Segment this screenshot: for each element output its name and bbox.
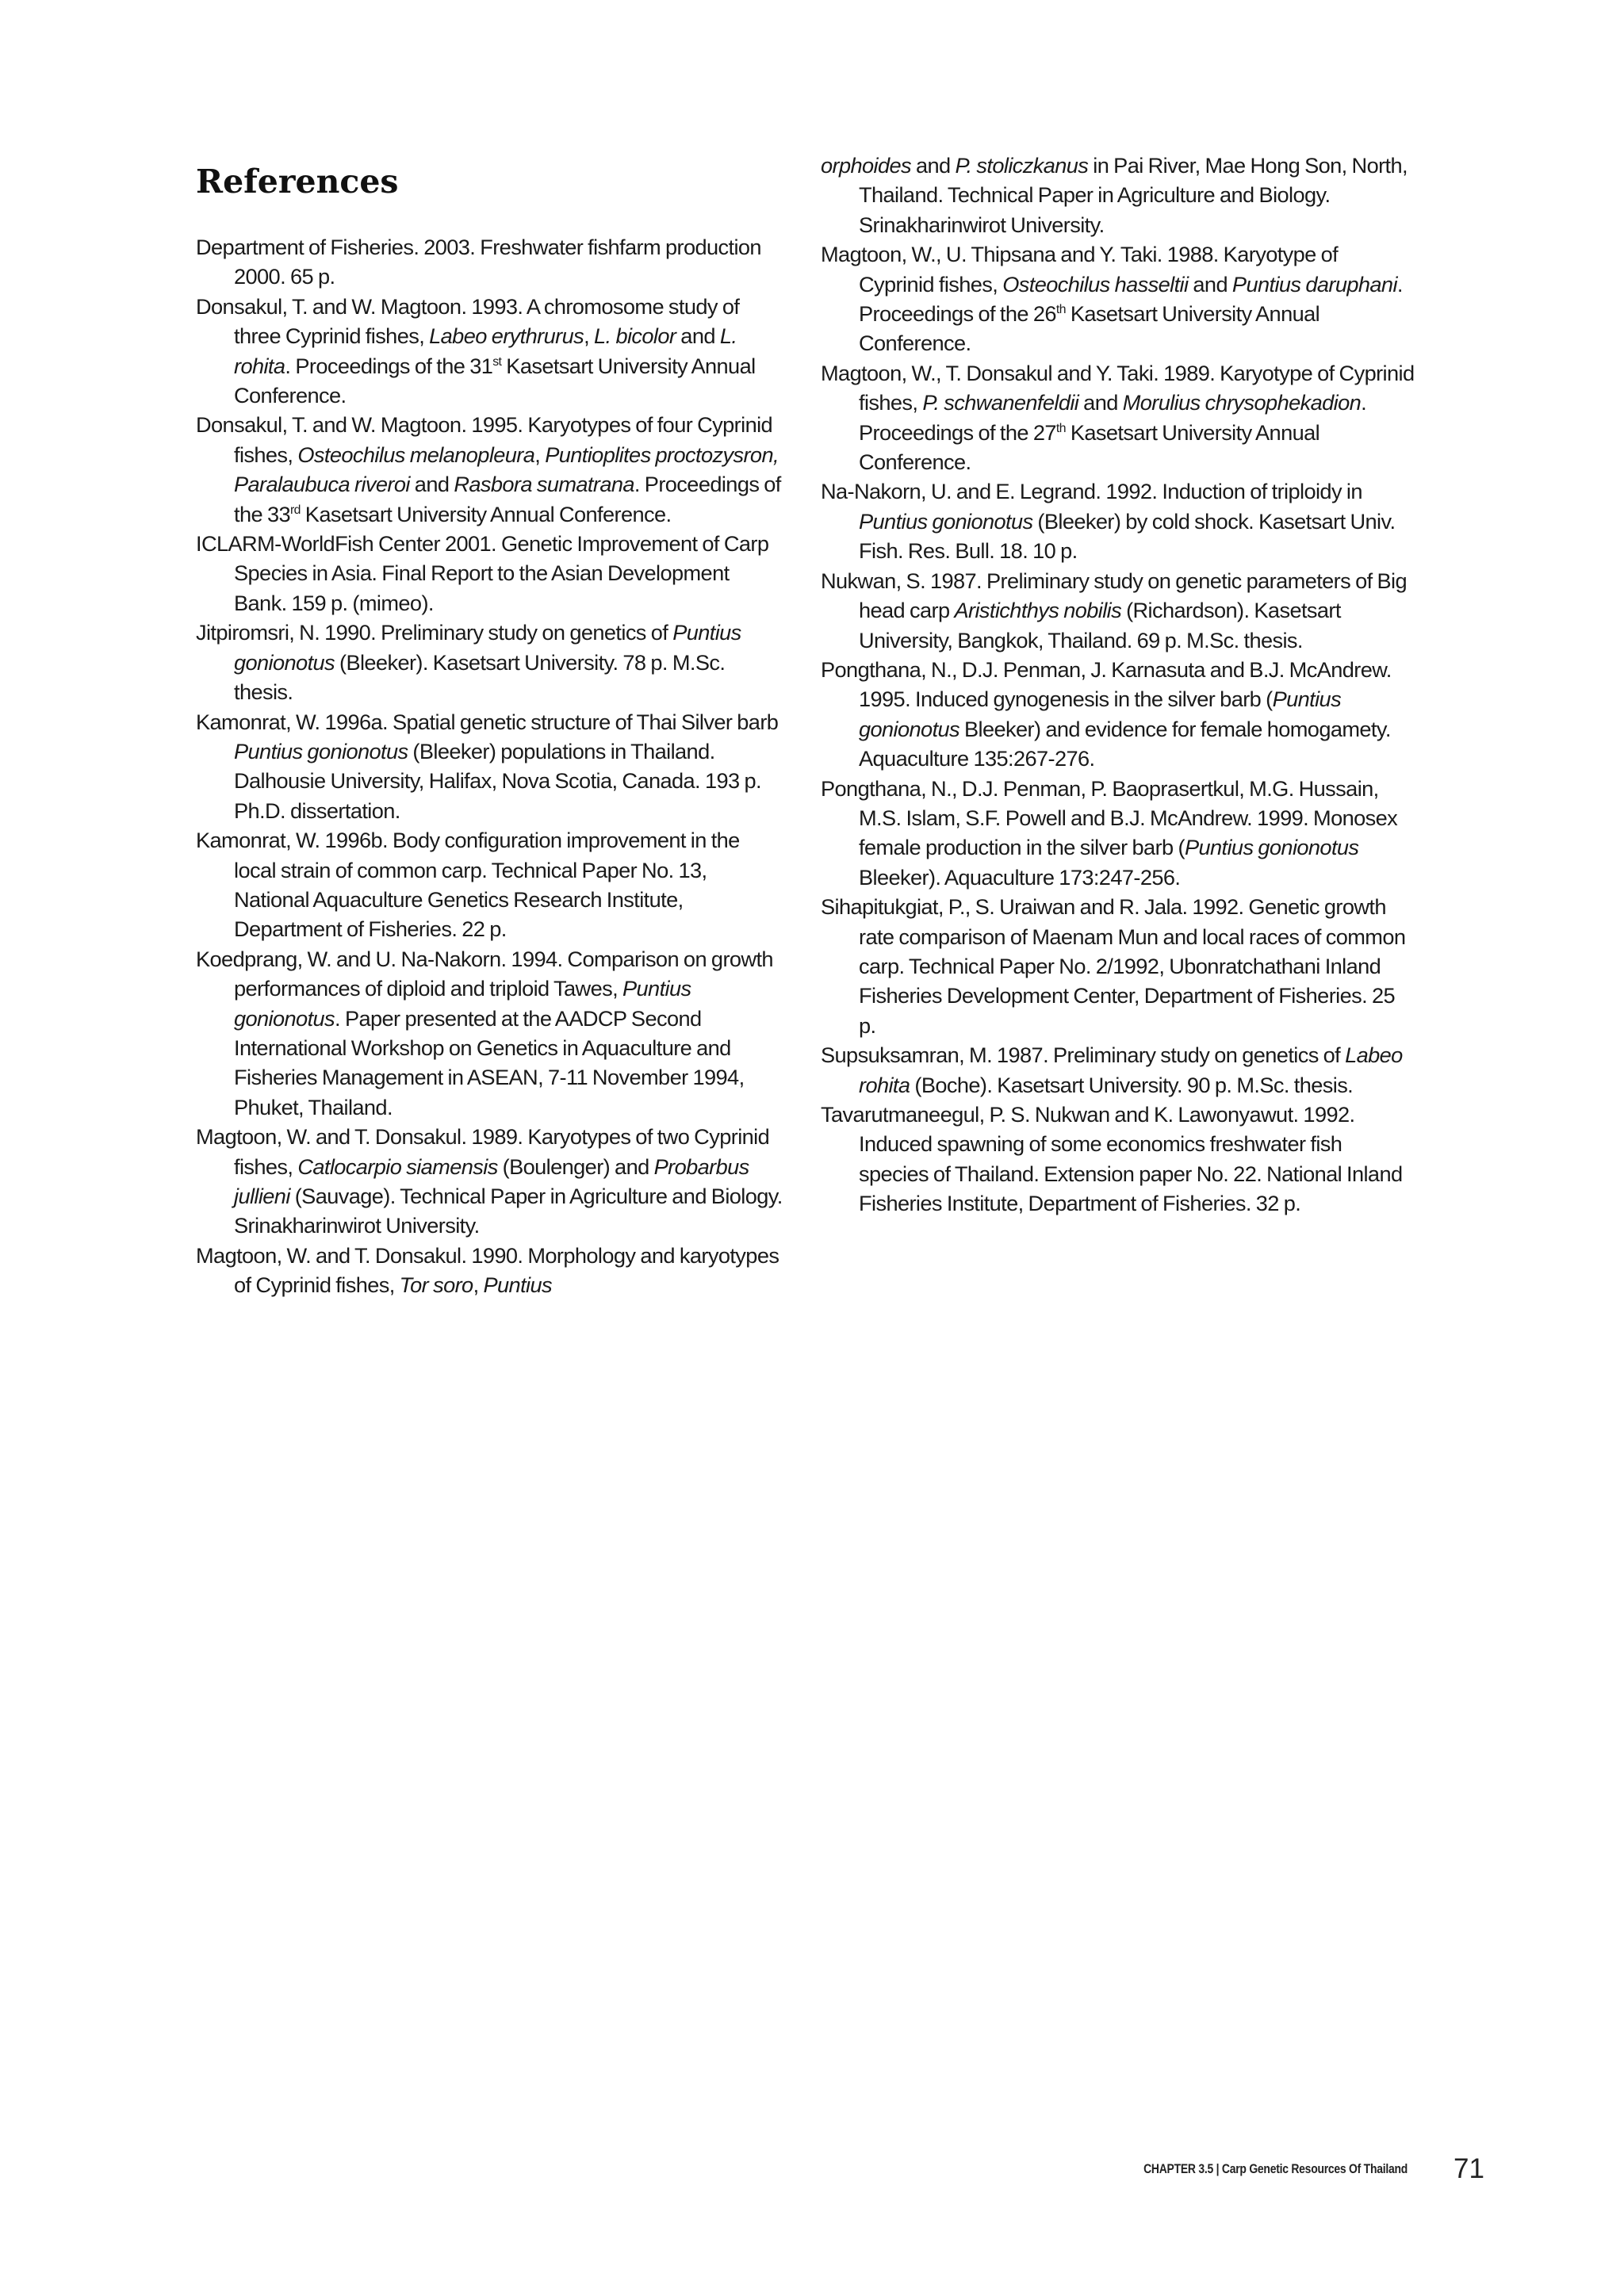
reference-text: Jitpiromsri, N. 1990. Preliminary study on genetics of (196, 620, 673, 645)
reference-text: and (409, 472, 454, 497)
reference-entry (196, 618, 783, 706)
reference-text: (Sauvage). Technical Paper in Agriculture and Biology. Srinakharinwirot University. (234, 1184, 783, 1238)
reference-entry (821, 1100, 1415, 1219)
reference-text: (Bleeker) populations in Thailand. Dalhousie University, Halifax, Nova Scotia, Canada. 193 p. Ph.D. dissertation. (234, 738, 761, 823)
reference-italic-text: Morulius chrysophekadion (1122, 390, 1362, 415)
reference-text: . Proceedings of the 31 (285, 353, 493, 378)
reference-italic-text: L. bicolor (594, 323, 676, 349)
page-number: 71 (1454, 2153, 1484, 2184)
reference-text: (Bleeker). Kasetsart University. 78 p. M.Sc. thesis. (234, 649, 726, 705)
reference-italic-text: Puntius gonionotus (859, 508, 1033, 534)
reference-italic-text: P. stoliczkanus (955, 153, 1089, 178)
reference-entry (821, 566, 1415, 655)
reference-text: Pongthana, N., D.J. Penman, P. Baoprasertkul, M.G. Hussain, M.S. Islam, S.F. Powell and B.J. McAndrew. 1999. Monosex female production in the silver barb ( (821, 775, 1398, 860)
reference-italic-text: L. rohita (234, 323, 737, 378)
reference-italic-text: Catlocarpio siamensis (297, 1154, 498, 1179)
reference-italic-text: Tor soro (399, 1272, 473, 1298)
reference-text: ICLARM-WorldFish Center 2001. Genetic Improvement of Carp Species in Asia. Final Report to the Asian Development Bank. 159 p. (mimeo). (196, 531, 769, 615)
reference-text: Bleeker). Aquaculture 173:247-256. (859, 864, 1181, 890)
reference-entry (821, 655, 1415, 774)
references-right-column (821, 151, 1415, 1219)
reference-entry (196, 825, 783, 944)
reference-italic-text: Labeo rohita (859, 1043, 1403, 1097)
reference-text: Magtoon, W., T. Donsakul and Y. Taki. 1989. Karyotype of Cyprinid fishes, (821, 360, 1415, 415)
reference-entry (196, 707, 783, 826)
reference-text: . Proceedings of the 26 (859, 271, 1403, 327)
reference-text: in Pai River, Mae Hong Son, North, Thailand. Technical Paper in Agriculture and Biology. Srinakharinwirot University. (859, 153, 1408, 237)
reference-text: Donsakul, T. and W. Magtoon. 1995. Karyotypes of four Cyprinid fishes, (196, 412, 773, 467)
reference-text: Nukwan, S. 1987. Preliminary study on genetic parameters of Big head carp (821, 568, 1408, 623)
reference-text: (Boche). Kasetsart University. 90 p. M.Sc. thesis. (910, 1072, 1354, 1097)
reference-italic-text: Osteochilus hasseltii (1002, 271, 1189, 297)
reference-text: Donsakul, T. and W. Magtoon. 1993. A chromosome study of three Cyprinid fishes, (196, 293, 740, 349)
reference-entry (821, 774, 1415, 893)
reference-entry (196, 529, 783, 618)
reference-text: Kasetsart University Annual Conference. (859, 419, 1320, 475)
reference-text: and (1078, 390, 1123, 415)
reference-text: (Richardson). Kasetsart University, Bangkok, Thailand. 69 p. M.Sc. thesis. (859, 598, 1341, 652)
reference-entry (196, 292, 783, 411)
reference-text: Magtoon, W. and T. Donsakul. 1989. Karyotypes of two Cyprinid fishes, (196, 1124, 770, 1179)
reference-text: Koedprang, W. and U. Na-Nakorn. 1994. Comparison on growth performances of diploid and triploid Tawes, (196, 946, 773, 1001)
reference-italic-text: orphoides (821, 153, 912, 178)
reference-text: Tavarutmaneegul, P. S. Nukwan and K. Lawonyawut. 1992. Induced spawning of some economics freshwater fish species of Thailand. Extension paper No. 22. National Inland Fisheries Institute, Department of Fisheries. 32 p. (821, 1102, 1403, 1216)
reference-entry (821, 892, 1415, 1040)
reference-italic-text: Rasbora sumatrana (454, 472, 634, 497)
reference-entry (196, 1122, 783, 1241)
reference-text: Bleeker) and evidence for female homogamety. Aquaculture 135:267-276. (859, 716, 1391, 771)
reference-entry (821, 1040, 1415, 1100)
references-heading: References (196, 163, 399, 201)
reference-text: . Paper presented at the AADCP Second International Workshop on Genetics in Aquaculture and Fisheries Management in ASEAN, 7-11 November 1994, Phuket, Thailand. (234, 1005, 745, 1119)
reference-entry (821, 358, 1415, 477)
reference-entry (196, 410, 783, 529)
reference-italic-text: P. schwanenfeldii (922, 390, 1079, 415)
reference-italic-text: Osteochilus melanopleura (297, 442, 535, 467)
reference-text: , (473, 1272, 484, 1298)
reference-text: , (584, 323, 595, 349)
reference-text: Na-Nakorn, U. and E. Legrand. 1992. Induction of triploidy in (821, 479, 1362, 504)
reference-text: Magtoon, W., U. Thipsana and Y. Taki. 1988. Karyotype of Cyprinid fishes, (821, 242, 1339, 297)
reference-text: Kasetsart University Annual Conference. (859, 301, 1320, 356)
reference-text: . Proceedings of the 27 (859, 390, 1367, 445)
reference-italic-text: Puntius gonionotus (859, 687, 1342, 741)
reference-text: Kamonrat, W. 1996b. Body configuration improvement in the local strain of common carp. Technical Paper No. 13, National Aquaculture Genetics Research Institute, Department of Fisheries. 22 p. (196, 828, 740, 942)
reference-italic-text: Probarbus jullieni (234, 1154, 749, 1208)
chapter-footer-label: CHAPTER 3.5 | Carp Genetic Resources Of Thailand (1143, 2161, 1408, 2176)
reference-text: Department of Fisheries. 2003. Freshwater fishfarm production 2000. 65 p. (196, 235, 761, 289)
reference-italic-text: Aristichthys nobilis (954, 598, 1122, 623)
reference-text: , (534, 442, 546, 467)
reference-text: and (911, 153, 956, 178)
reference-text: Kasetsart University Annual Conference. (300, 501, 672, 526)
reference-text: Sihapitukgiat, P., S. Uraiwan and R. Jala. 1992. Genetic growth rate comparison of Maenam Mun and local races of common carp. Technical Paper No. 2/1992, Ubonratchathani Inland Fisheries Development Center, Department of Fisheries. 25 p. (821, 894, 1406, 1038)
reference-text: . Proceedings of the 33 (234, 472, 781, 526)
references-left-column (196, 232, 783, 1300)
reference-superscript: th (1055, 302, 1066, 316)
reference-entry (821, 476, 1415, 565)
reference-entry (196, 944, 783, 1122)
reference-entry (196, 232, 783, 292)
reference-text: Pongthana, N., D.J. Penman, J. Karnasuta and B.J. McAndrew. 1995. Induced gynogenesis in the silver barb ( (821, 656, 1392, 712)
reference-italic-text: Puntius daruphani (1231, 271, 1397, 297)
reference-entry (196, 1241, 783, 1300)
reference-entry (821, 151, 1415, 239)
reference-text: Kamonrat, W. 1996a. Spatial genetic structure of Thai Silver barb (196, 709, 779, 734)
reference-text: and (1188, 271, 1232, 297)
reference-text: (Boulenger) and (497, 1154, 654, 1179)
reference-text: and (676, 323, 720, 349)
reference-text: (Bleeker) by cold shock. Kasetsart Univ. Fish. Res. Bull. 18. 10 p. (859, 508, 1396, 564)
reference-italic-text: Puntioplites proctozysron, Paralaubuca riveroi (234, 442, 779, 497)
reference-superscript: rd (290, 503, 301, 517)
reference-italic-text: Puntius gonionotus (234, 620, 741, 675)
reference-italic-text: Puntius gonionotus (1184, 835, 1359, 860)
reference-text: Kasetsart University Annual Conference. (234, 353, 756, 408)
reference-italic-text: Labeo erythrurus (429, 323, 584, 349)
reference-superscript: th (1055, 421, 1066, 435)
reference-text: Magtoon, W. and T. Donsakul. 1990. Morphology and karyotypes of Cyprinid fishes, (196, 1242, 779, 1298)
reference-superscript: st (492, 354, 502, 369)
reference-italic-text: Puntius gonionotus (234, 738, 408, 763)
reference-entry (821, 239, 1415, 358)
reference-italic-text: Puntius (483, 1272, 552, 1298)
reference-italic-text: Puntius gonionotus (234, 976, 691, 1031)
reference-text: Supsuksamran, M. 1987. Preliminary study on genetics of (821, 1043, 1346, 1068)
